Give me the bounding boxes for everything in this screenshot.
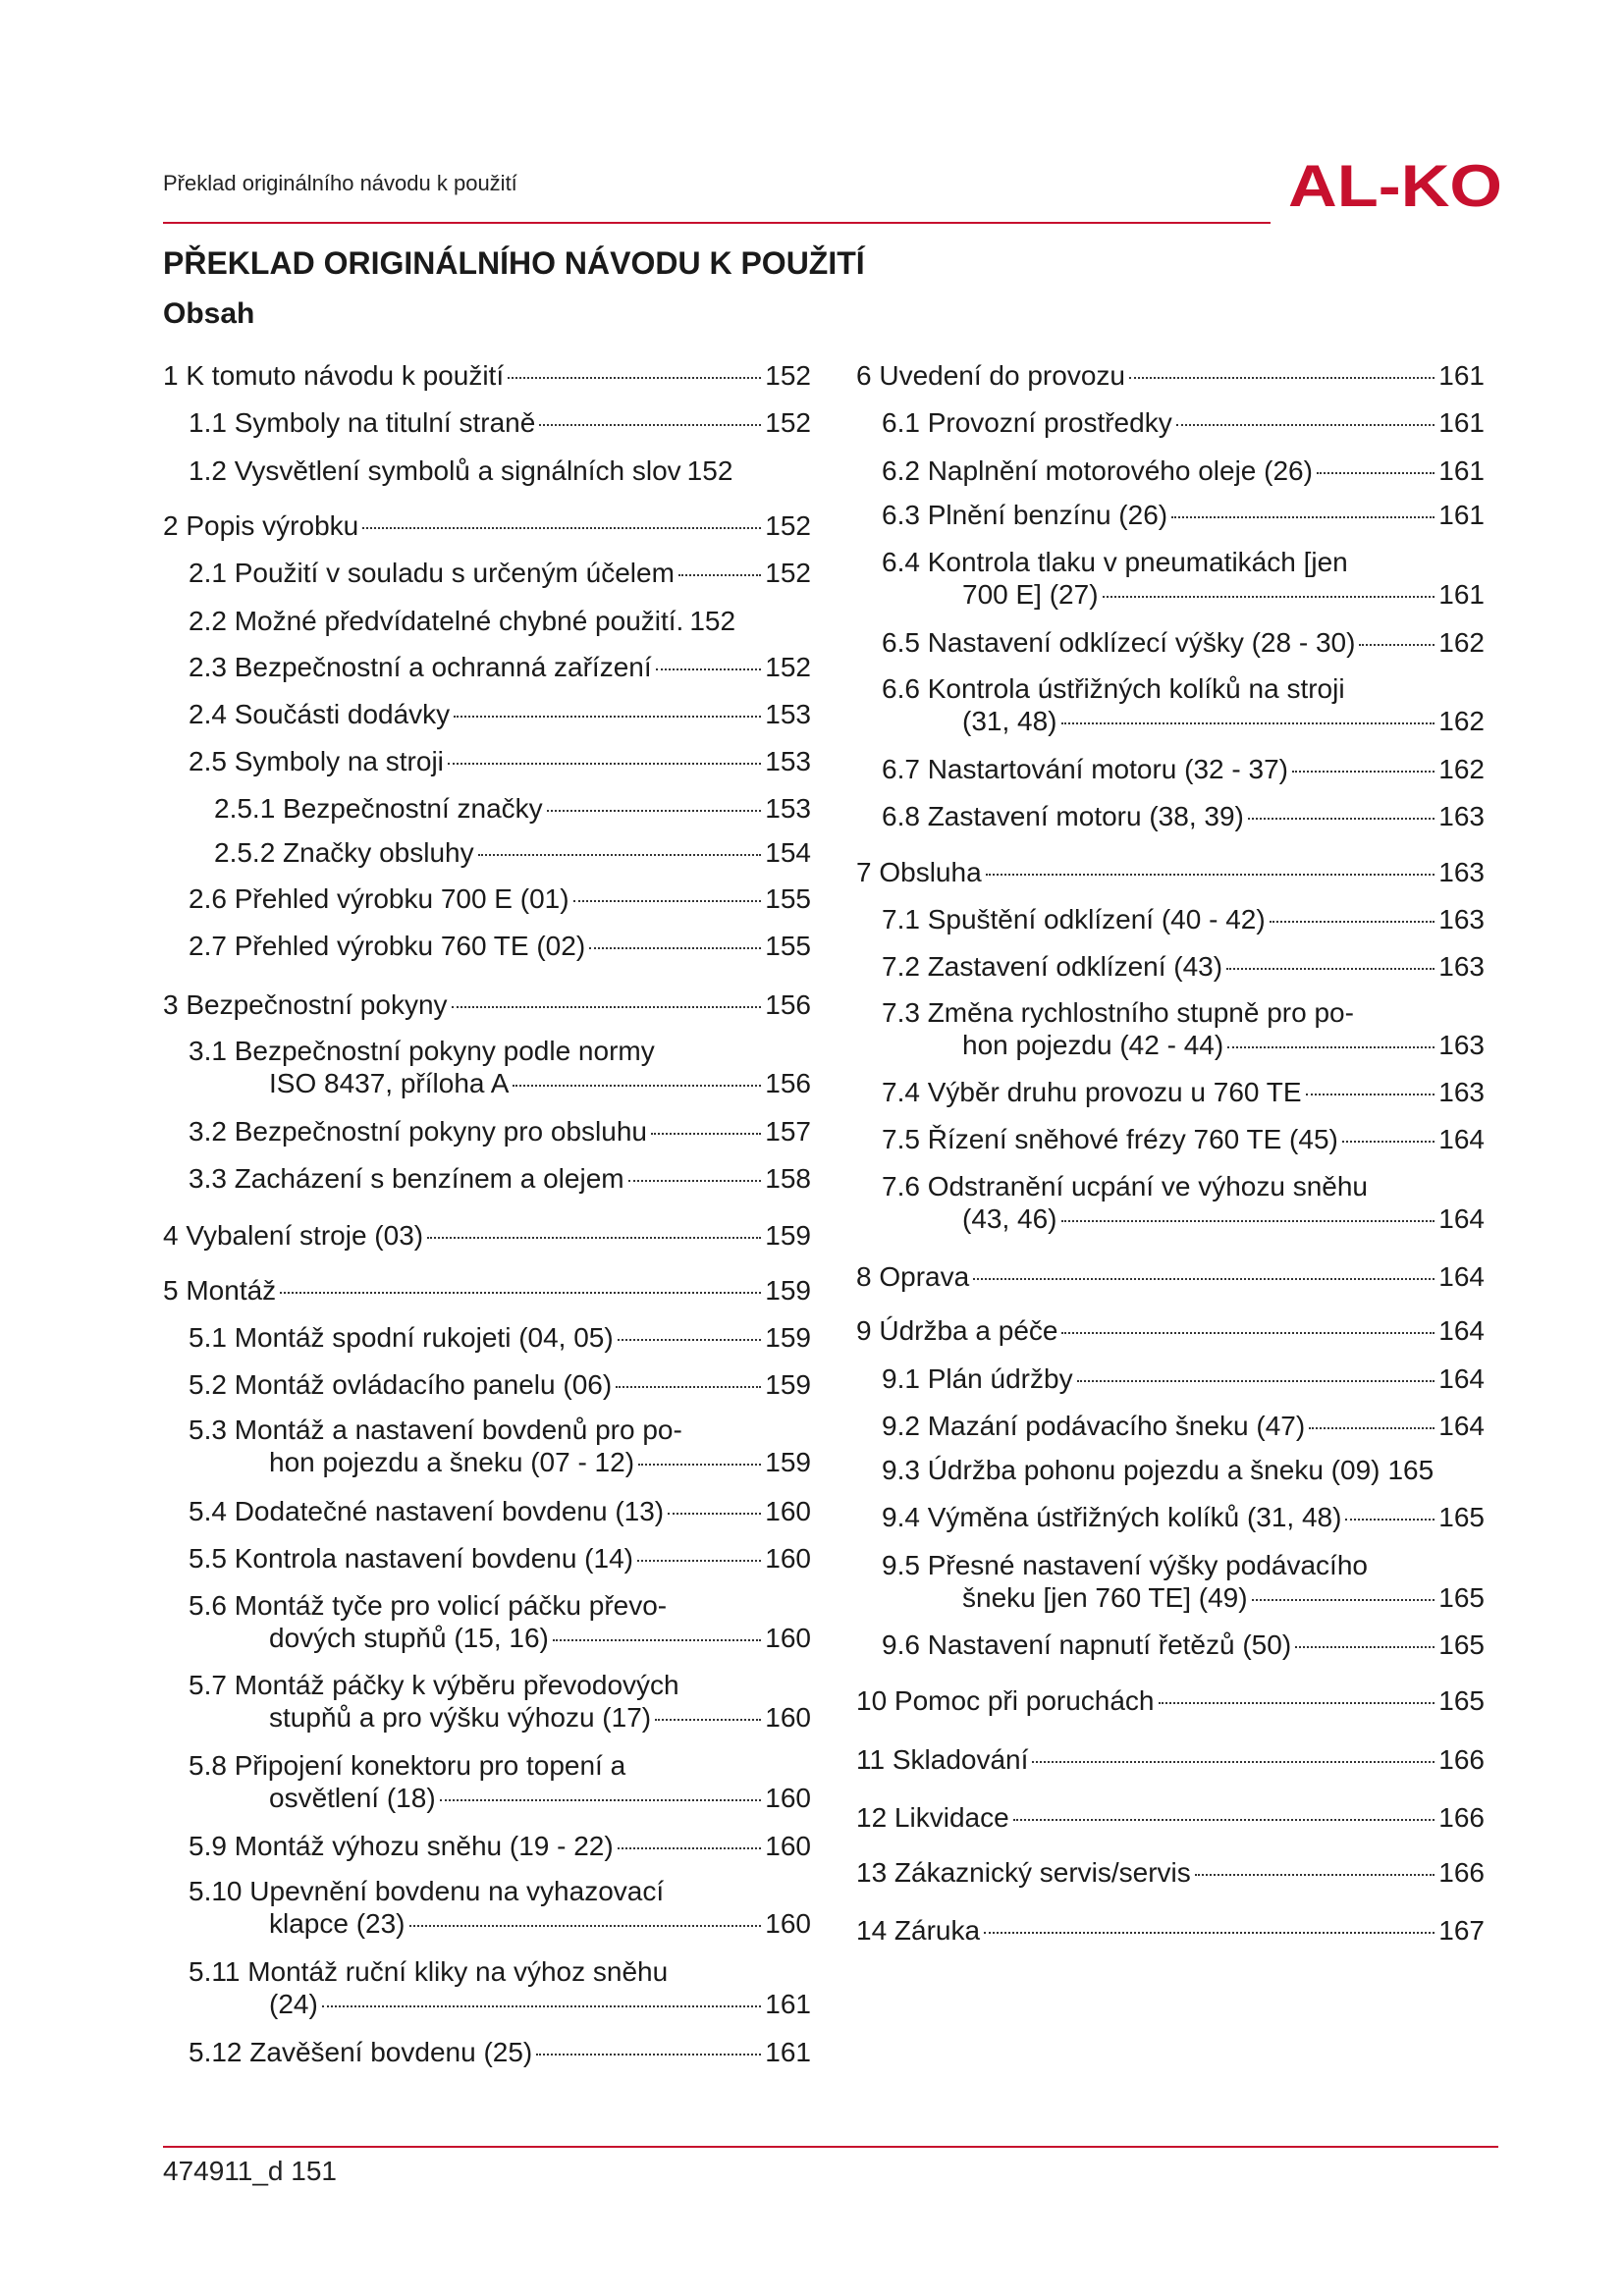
- toc-entry[interactable]: 5.4 Dodatečné nastavení bovdenu (13) 160: [189, 1496, 811, 1526]
- toc-entry[interactable]: 5.2 Montáž ovládacího panelu (06) 159: [189, 1369, 811, 1400]
- toc-entry[interactable]: 7.4 Výběr druhu provozu u 760 TE 163: [882, 1077, 1485, 1107]
- toc-entry[interactable]: 6.3 Plnění benzínu (26) 161: [882, 500, 1485, 530]
- logo-text: AL-KO: [1288, 157, 1502, 212]
- toc-entry[interactable]: 9.6 Nastavení napnutí řetězů (50) 165: [882, 1629, 1485, 1660]
- toc-entry[interactable]: 9.4 Výměna ústřižných kolíků (31, 48) 165: [882, 1502, 1485, 1532]
- toc-entry[interactable]: 5.9 Montáž výhozu sněhu (19 - 22) 160: [189, 1831, 811, 1861]
- toc-entry[interactable]: 11 Skladování 166: [856, 1744, 1485, 1775]
- toc-entry[interactable]: 3.3 Zacházení s benzínem a olejem 158: [189, 1163, 811, 1194]
- toc-entry[interactable]: 3.2 Bezpečnostní pokyny pro obsluhu 157: [189, 1116, 811, 1147]
- toc-entry[interactable]: 6.6 Kontrola ústřižných kolíků na stroji (31, 48) 162: [882, 673, 1485, 736]
- toc-entry[interactable]: 2.7 Přehled výrobku 760 TE (02) 155: [189, 931, 811, 961]
- toc-entry[interactable]: 10 Pomoc při poruchách 165: [856, 1685, 1485, 1716]
- toc-entry[interactable]: 9.2 Mazání podávacího šneku (47) 164: [882, 1411, 1485, 1441]
- toc-entry[interactable]: 5.1 Montáž spodní rukojeti (04, 05) 159: [189, 1322, 811, 1353]
- toc-entry[interactable]: 5.12 Zavěšení bovdenu (25) 161: [189, 2037, 811, 2067]
- document-title: PŘEKLAD ORIGINÁLNÍHO NÁVODU K POUŽITÍ: [163, 245, 865, 281]
- toc-entry[interactable]: 1 K tomuto návodu k použití 152: [163, 360, 811, 391]
- toc-entry[interactable]: 9.5 Přesné nastavení výšky podávacího šneku [jen 760 TE] (49) 165: [882, 1550, 1485, 1613]
- toc-entry[interactable]: 14 Záruka 167: [856, 1915, 1485, 1946]
- toc-entry[interactable]: 2.4 Součásti dodávky 153: [189, 699, 811, 729]
- toc-entry[interactable]: 3 Bezpečnostní pokyny 156: [163, 989, 811, 1020]
- toc-entry[interactable]: 9 Údržba a péče 164: [856, 1315, 1485, 1346]
- toc-entry[interactable]: 9.1 Plán údržby 164: [882, 1363, 1485, 1394]
- toc-entry[interactable]: 5.7 Montáž páčky k výběru převodových stupňů a pro výšku výhozu (17) 160: [189, 1670, 811, 1733]
- toc-entry[interactable]: 5.5 Kontrola nastavení bovdenu (14) 160: [189, 1543, 811, 1574]
- toc-entry[interactable]: 6.8 Zastavení motoru (38, 39) 163: [882, 801, 1485, 831]
- toc-entry[interactable]: 2.5.1 Bezpečnostní značky 153: [214, 793, 811, 824]
- toc-entry[interactable]: 5 Montáž 159: [163, 1275, 811, 1306]
- contents-heading: Obsah: [163, 297, 255, 330]
- alko-logo: [1288, 157, 1504, 212]
- toc-entry[interactable]: 6.2 Naplnění motorového oleje (26) 161: [882, 455, 1485, 486]
- page-footer: 474911_d 151: [163, 2156, 337, 2186]
- toc-entry[interactable]: 5.10 Upevnění bovdenu na vyhazovací klapce (23) 160: [189, 1876, 811, 1939]
- toc-entry[interactable]: 7 Obsluha 163: [856, 857, 1485, 887]
- toc-entry[interactable]: 1.1 Symboly na titulní straně 152: [189, 407, 811, 438]
- toc-entry[interactable]: 7.3 Změna rychlostního stupně pro po- hon pojezdu (42 - 44) 163: [882, 997, 1485, 1060]
- toc-entry[interactable]: 2.5 Symboly na stroji 153: [189, 746, 811, 776]
- footer-divider: [163, 2146, 1498, 2148]
- header-text: Překlad originálního návodu k použití: [163, 171, 517, 195]
- toc-entry[interactable]: 6.4 Kontrola tlaku v pneumatikách [jen 700 E] (27) 161: [882, 547, 1485, 610]
- toc-entry[interactable]: 2.5.2 Značky obsluhy 154: [214, 837, 811, 868]
- toc-entry[interactable]: 13 Zákaznický servis/servis 166: [856, 1857, 1485, 1888]
- toc-entry[interactable]: 1.2 Vysvětlení symbolů a signálních slov 152: [189, 455, 733, 486]
- toc-entry[interactable]: 4 Vybalení stroje (03) 159: [163, 1220, 811, 1251]
- toc-entry[interactable]: 3.1 Bezpečnostní pokyny podle normy ISO 8437, příloha A 156: [189, 1036, 811, 1098]
- toc-entry[interactable]: 7.6 Odstranění ucpání ve výhozu sněhu (43, 46) 164: [882, 1171, 1485, 1234]
- toc-entry[interactable]: 7.1 Spuštění odklízení (40 - 42) 163: [882, 904, 1485, 934]
- toc-entry[interactable]: 6.1 Provozní prostředky 161: [882, 407, 1485, 438]
- toc-entry[interactable]: 2 Popis výrobku 152: [163, 510, 811, 541]
- toc-entry[interactable]: 7.2 Zastavení odklízení (43) 163: [882, 951, 1485, 982]
- toc-entry[interactable]: 6.7 Nastartování motoru (32 - 37) 162: [882, 754, 1485, 784]
- toc-entry[interactable]: 12 Likvidace 166: [856, 1802, 1485, 1833]
- header-divider: [163, 222, 1271, 224]
- toc-entry[interactable]: 6.5 Nastavení odklízecí výšky (28 - 30) 162: [882, 627, 1485, 658]
- toc-entry[interactable]: 2.1 Použití v souladu s určeným účelem 152: [189, 558, 811, 588]
- toc-entry[interactable]: 7.5 Řízení sněhové frézy 760 TE (45) 164: [882, 1124, 1485, 1154]
- toc-entry[interactable]: 6 Uvedení do provozu 161: [856, 360, 1485, 391]
- toc-entry[interactable]: 2.3 Bezpečnostní a ochranná zařízení 152: [189, 652, 811, 682]
- toc-entry[interactable]: 5.3 Montáž a nastavení bovdenů pro po- hon pojezdu a šneku (07 - 12) 159: [189, 1415, 811, 1477]
- toc-entry[interactable]: 5.11 Montáž ruční kliky na výhoz sněhu (24) 161: [189, 1956, 811, 2019]
- toc-entry[interactable]: 2.6 Přehled výrobku 700 E (01) 155: [189, 883, 811, 914]
- toc-entry[interactable]: 2.2 Možné předvídatelné chybné použití. 152: [189, 606, 736, 636]
- toc-entry[interactable]: 9.3 Údržba pohonu pojezdu a šneku (09) 165: [882, 1455, 1435, 1485]
- toc-entry[interactable]: 5.8 Připojení konektoru pro topení a osvětlení (18) 160: [189, 1750, 811, 1813]
- toc-entry[interactable]: 5.6 Montáž tyče pro volicí páčku převo- dových stupňů (15, 16) 160: [189, 1590, 811, 1653]
- toc-entry[interactable]: 8 Oprava 164: [856, 1261, 1485, 1292]
